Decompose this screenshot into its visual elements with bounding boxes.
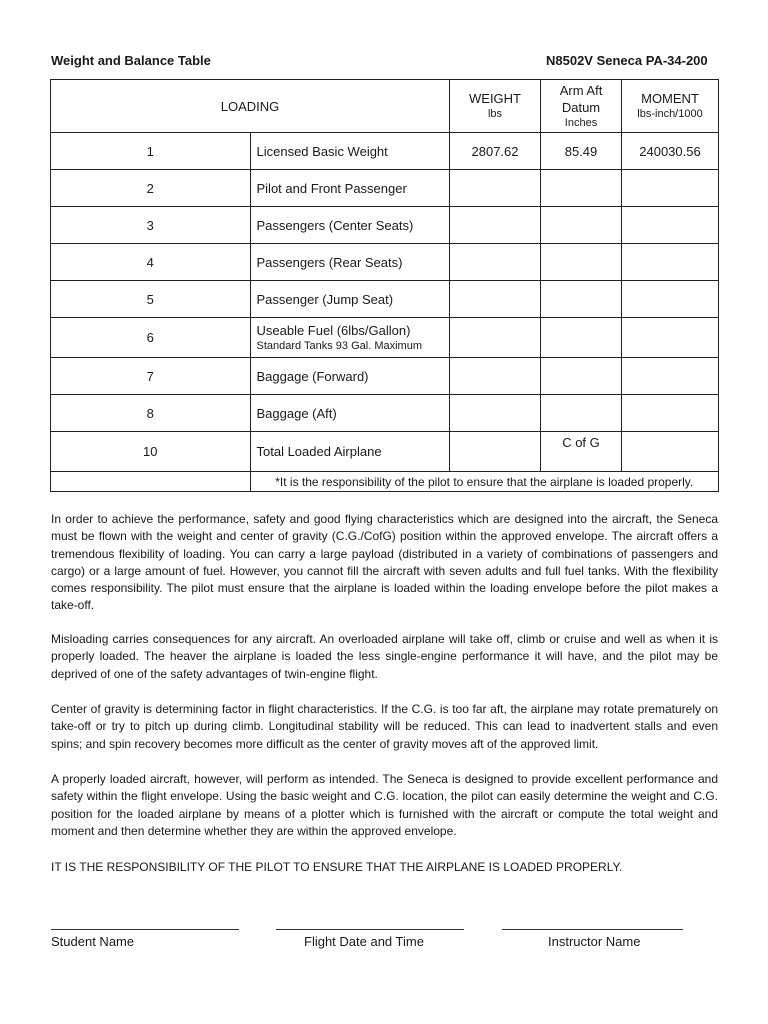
arm-cell[interactable] <box>541 358 622 395</box>
arm-cell[interactable] <box>541 244 622 281</box>
table-row <box>51 281 719 318</box>
header-weight: WEIGHT lbs <box>450 80 541 133</box>
arm-cell[interactable] <box>541 395 622 432</box>
moment-cell[interactable] <box>622 207 719 244</box>
document-title: Weight and Balance Table <box>51 53 211 68</box>
row-label: Licensed Basic Weight <box>250 133 450 170</box>
moment-cell[interactable] <box>622 432 719 472</box>
weight-cell[interactable] <box>450 432 541 472</box>
weight-cell[interactable] <box>450 281 541 318</box>
row-number: 3 <box>51 207 251 244</box>
table-row <box>51 170 719 207</box>
student-signature-line[interactable] <box>51 929 239 930</box>
weight-cell[interactable] <box>450 395 541 432</box>
paragraph: Center of gravity is determining factor in flight characteristics. If the C.G. is too far aft, the airplane may rotate prematurely on take-off or try to pitch up during climb. Longitudinal stability will be reduced. This can lead to inadvertent stalls and even spins; and spin recovery becomes more difficult as the center of gravity moves aft of the approved limit. <box>51 702 718 751</box>
moment-cell[interactable] <box>622 281 719 318</box>
arm-cell[interactable] <box>541 207 622 244</box>
row-label: Baggage (Forward) <box>250 358 450 395</box>
table-row <box>51 244 719 281</box>
weight-cell[interactable] <box>450 318 541 358</box>
aircraft-identifier: N8502V Seneca PA-34-200 <box>546 53 708 68</box>
row-label: Pilot and Front Passenger <box>250 170 450 207</box>
arm-cell[interactable] <box>541 281 622 318</box>
moment-cell[interactable] <box>622 358 719 395</box>
table-row <box>51 207 719 244</box>
row-number: 6 <box>51 318 251 358</box>
moment-cell[interactable] <box>622 244 719 281</box>
responsibility-statement: IT IS THE RESPONSIBILITY OF THE PILOT TO ENSURE THAT THE AIRPLANE IS LOADED PROPERLY. <box>51 860 623 874</box>
instructor-name-label: Instructor Name <box>548 934 641 949</box>
row-number: 4 <box>51 244 251 281</box>
row-label: Passengers (Rear Seats) <box>250 244 450 281</box>
row-number: 5 <box>51 281 251 318</box>
paragraph: In order to achieve the performance, safety and good flying characteristics which are designed into the aircraft, the Seneca must be flown with the weight and center of gravity (C.G./CofG) position within the approved envelope. The aircraft offers a tremendous flexibility of loading. You can carry a large payload (distributed in a variety of combinations of passengers and cargo) or a large amount of fuel. However, you cannot fill the aircraft with seven adults and full fuel tanks. With the flexibility comes responsibility. The pilot must ensure that the airplane is loaded within the loading envelope before the pilot makes a take-off. <box>51 512 718 613</box>
moment-cell[interactable] <box>622 170 719 207</box>
row-sublabel: Standard Tanks 93 Gal. Maximum <box>256 340 422 352</box>
weight-cell[interactable] <box>450 244 541 281</box>
row-label-fuel <box>250 318 450 358</box>
moment-cell[interactable] <box>622 318 719 358</box>
instructor-signature-line[interactable] <box>502 929 683 930</box>
header-moment: MOMENT lbs-inch/1000 <box>622 80 719 133</box>
table-note-row <box>51 472 719 492</box>
table-note: *It is the responsibility of the pilot to ensure that the airplane is loaded properly. <box>250 472 719 492</box>
row-number: 2 <box>51 170 251 207</box>
table-row <box>51 395 719 432</box>
flight-date-label: Flight Date and Time <box>304 934 424 949</box>
paragraph: A properly loaded aircraft, however, will perform as intended. The Seneca is designed to provide excellent performance and safety within the flight envelope. Using the basic weight and C.G. location, the pilot can easily determine the weight and C.G. position for the loaded airplane by means of a plotter which is furnished with the aircraft or compute the total weight and moment and then determine whether they are within the approved envelope. <box>51 772 718 838</box>
table-row-total <box>51 432 719 472</box>
date-signature-line[interactable] <box>276 929 464 930</box>
row-label: Useable Fuel (6lbs/Gallon) <box>256 323 411 338</box>
row-label: Passenger (Jump Seat) <box>250 281 450 318</box>
arm-cell[interactable] <box>541 318 622 358</box>
moment-cell[interactable]: 240030.56 <box>622 133 719 170</box>
arm-cell[interactable] <box>541 170 622 207</box>
paragraph: Misloading carries consequences for any aircraft. An overloaded airplane will take off, climb or cruise and well as when it is properly loaded. The heaver the airplane is loaded the less single-engine performance it will have, and the pilot may be deprived of one of the safety advantages of twin-engine flight. <box>51 632 718 681</box>
table-row <box>51 358 719 395</box>
row-label: Total Loaded Airplane <box>250 432 450 472</box>
weight-cell[interactable] <box>450 207 541 244</box>
row-number: 7 <box>51 358 251 395</box>
table-row <box>51 133 719 170</box>
weight-balance-table <box>50 79 719 492</box>
row-number: 10 <box>51 432 251 472</box>
row-number: 8 <box>51 395 251 432</box>
row-label: Baggage (Aft) <box>250 395 450 432</box>
row-label: Passengers (Center Seats) <box>250 207 450 244</box>
arm-cell[interactable]: 85.49 <box>541 133 622 170</box>
moment-cell[interactable] <box>622 395 719 432</box>
table-header-row <box>51 80 719 133</box>
header-loading: LOADING <box>51 80 450 133</box>
weight-cell[interactable] <box>450 358 541 395</box>
header-arm: Arm Aft Datum Inches <box>541 80 622 133</box>
cofg-cell[interactable]: C of G <box>541 432 622 472</box>
table-row <box>51 318 719 358</box>
row-number: 1 <box>51 133 251 170</box>
weight-cell[interactable] <box>450 170 541 207</box>
student-name-label: Student Name <box>51 934 135 949</box>
weight-cell[interactable]: 2807.62 <box>450 133 541 170</box>
